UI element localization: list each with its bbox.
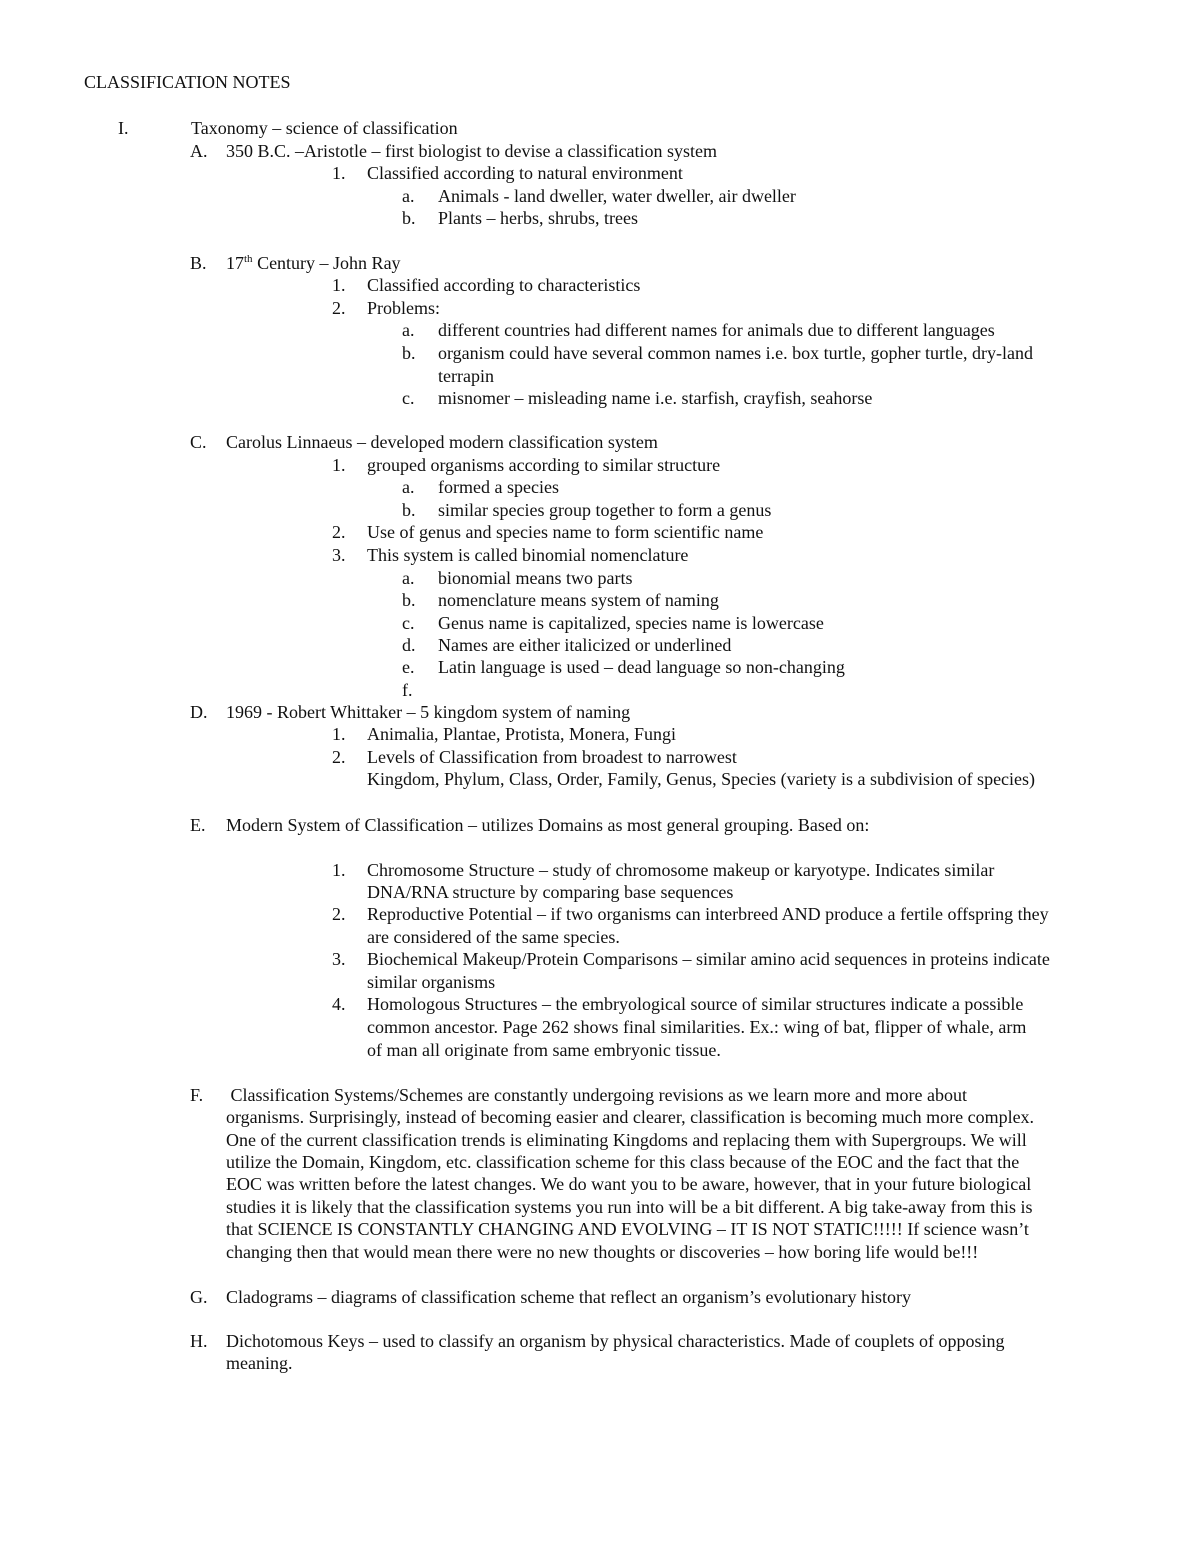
subitem-text: Classified according to characteristics bbox=[367, 275, 641, 295]
subsubitem-text: nomenclature means system of naming bbox=[438, 590, 719, 610]
paragraph-line: changing then that would mean there were no new thoughts or discoveries – how boring life would be!!! bbox=[226, 1242, 979, 1262]
subitem-text: Kingdom, Phylum, Class, Order, Family, Genus, Species (variety is a subdivision of species) bbox=[367, 769, 1036, 789]
number-marker: 1. bbox=[332, 455, 346, 475]
paragraph-line: organisms. Surprisingly, instead of becoming easier and clearer, classification is becoming much more complex. bbox=[226, 1107, 1035, 1127]
subsubitem-text: Animals - land dweller, water dweller, air dweller bbox=[438, 186, 796, 206]
section-marker: I. bbox=[118, 118, 129, 138]
letter-marker: b. bbox=[402, 590, 416, 610]
item-marker: A. bbox=[190, 141, 208, 161]
letter-marker: a. bbox=[402, 477, 415, 497]
item-marker: G. bbox=[190, 1287, 208, 1307]
section-heading: Taxonomy – science of classification bbox=[191, 118, 458, 138]
subsubitem-text: misnomer – misleading name i.e. starfish, crayfish, seahorse bbox=[438, 388, 873, 408]
item-text: 350 B.C. –Aristotle – first biologist to devise a classification system bbox=[226, 141, 717, 161]
document-title: CLASSIFICATION NOTES bbox=[84, 72, 291, 92]
number-marker: 1. bbox=[332, 275, 346, 295]
subsubitem-text: different countries had different names for animals due to different languages bbox=[438, 320, 995, 340]
subsubitem-text: bionomial means two parts bbox=[438, 568, 633, 588]
subitem-text: Chromosome Structure – study of chromosome makeup or karyotype. Indicates similar bbox=[367, 860, 995, 880]
number-marker: 2. bbox=[332, 522, 346, 542]
subitem-text: are considered of the same species. bbox=[367, 927, 620, 947]
number-marker: 1. bbox=[332, 860, 346, 880]
subitem-text: This system is called binomial nomenclature bbox=[367, 545, 689, 565]
subitem-text: Use of genus and species name to form scientific name bbox=[367, 522, 764, 542]
paragraph-line: EOC was written before the latest changes. We do want you to be aware, however, that in your future biological bbox=[226, 1174, 1032, 1194]
subitem-text: Classified according to natural environment bbox=[367, 163, 683, 183]
item-marker: B. bbox=[190, 253, 207, 273]
paragraph-line: One of the current classification trends is eliminating Kingdoms and replacing them with Supergroups. We will bbox=[226, 1130, 1027, 1150]
letter-marker: c. bbox=[402, 613, 415, 633]
number-marker: 3. bbox=[332, 545, 346, 565]
item-marker: D. bbox=[190, 702, 208, 722]
item-marker: E. bbox=[190, 815, 206, 835]
item-text: Dichotomous Keys – used to classify an organism by physical characteristics. Made of couplets of opposing bbox=[226, 1331, 1005, 1351]
item-text bbox=[226, 252, 401, 275]
number-marker: 1. bbox=[332, 724, 346, 744]
letter-marker: a. bbox=[402, 320, 415, 340]
subitem-text: common ancestor. Page 262 shows final similarities. Ex.: wing of bat, flipper of whale, arm bbox=[367, 1017, 1027, 1037]
paragraph-line: Classification Systems/Schemes are constantly undergoing revisions as we learn more and more about bbox=[226, 1085, 967, 1105]
item-text: Cladograms – diagrams of classification scheme that reflect an organism’s evolutionary history bbox=[226, 1287, 911, 1307]
subitem-text: grouped organisms according to similar structure bbox=[367, 455, 721, 475]
subitem-text: DNA/RNA structure by comparing base sequences bbox=[367, 882, 734, 902]
century-number: 17 bbox=[226, 253, 244, 273]
subsubitem-text: Names are either italicized or underlined bbox=[438, 635, 732, 655]
letter-marker: b. bbox=[402, 500, 416, 520]
letter-marker: f. bbox=[402, 680, 413, 700]
item-text: Carolus Linnaeus – developed modern classification system bbox=[226, 432, 658, 452]
letter-marker: d. bbox=[402, 635, 416, 655]
number-marker: 1. bbox=[332, 163, 346, 183]
subitem-text: Levels of Classification from broadest to narrowest bbox=[367, 747, 737, 767]
number-marker: 2. bbox=[332, 904, 346, 924]
item-marker: F. bbox=[190, 1085, 204, 1105]
letter-marker: c. bbox=[402, 388, 415, 408]
letter-marker: b. bbox=[402, 208, 416, 228]
paragraph-line: that SCIENCE IS CONSTANTLY CHANGING AND EVOLVING – IT IS NOT STATIC!!!!! If science wasn’t bbox=[226, 1219, 1029, 1239]
number-marker: 2. bbox=[332, 747, 346, 767]
letter-marker: a. bbox=[402, 568, 415, 588]
item-text-rest: Century – John Ray bbox=[252, 253, 401, 273]
item-marker: C. bbox=[190, 432, 207, 452]
subsubitem-text: Latin language is used – dead language so non-changing bbox=[438, 657, 845, 677]
century-suffix: th bbox=[244, 253, 253, 265]
subitem-text: Problems: bbox=[367, 298, 441, 318]
subsubitem-text: Plants – herbs, shrubs, trees bbox=[438, 208, 638, 228]
subsubitem-text: Genus name is capitalized, species name is lowercase bbox=[438, 613, 824, 633]
item-text: meaning. bbox=[226, 1353, 293, 1373]
number-marker: 3. bbox=[332, 949, 346, 969]
subsubitem-text: organism could have several common names i.e. box turtle, gopher turtle, dry-land bbox=[438, 343, 1034, 363]
number-marker: 2. bbox=[332, 298, 346, 318]
item-text: Modern System of Classification – utilizes Domains as most general grouping. Based on: bbox=[226, 815, 870, 835]
paragraph-line: studies it is likely that the classification systems you run into will be a bit different. A big take-away from this is bbox=[226, 1197, 1033, 1217]
subsubitem-text: similar species group together to form a genus bbox=[438, 500, 772, 520]
subsubitem-text: formed a species bbox=[438, 477, 559, 497]
subitem-text: Animalia, Plantae, Protista, Monera, Fungi bbox=[367, 724, 676, 744]
letter-marker: a. bbox=[402, 186, 415, 206]
subitem-text: Biochemical Makeup/Protein Comparisons – similar amino acid sequences in proteins indicate bbox=[367, 949, 1050, 969]
letter-marker: e. bbox=[402, 657, 415, 677]
number-marker: 4. bbox=[332, 994, 346, 1014]
item-text: 1969 - Robert Whittaker – 5 kingdom system of naming bbox=[226, 702, 631, 722]
subitem-text: Reproductive Potential – if two organisms can interbreed AND produce a fertile offspring they bbox=[367, 904, 1049, 924]
subitem-text: Homologous Structures – the embryological source of similar structures indicate a possible bbox=[367, 994, 1024, 1014]
subsubitem-text: terrapin bbox=[438, 366, 494, 386]
paragraph-line: utilize the Domain, Kingdom, etc. classification scheme for this class because of the EOC and the fact that the bbox=[226, 1152, 1020, 1172]
subitem-text: of man all originate from same embryonic tissue. bbox=[367, 1040, 721, 1060]
subitem-text: similar organisms bbox=[367, 972, 496, 992]
letter-marker: b. bbox=[402, 343, 416, 363]
item-marker: H. bbox=[190, 1331, 208, 1351]
